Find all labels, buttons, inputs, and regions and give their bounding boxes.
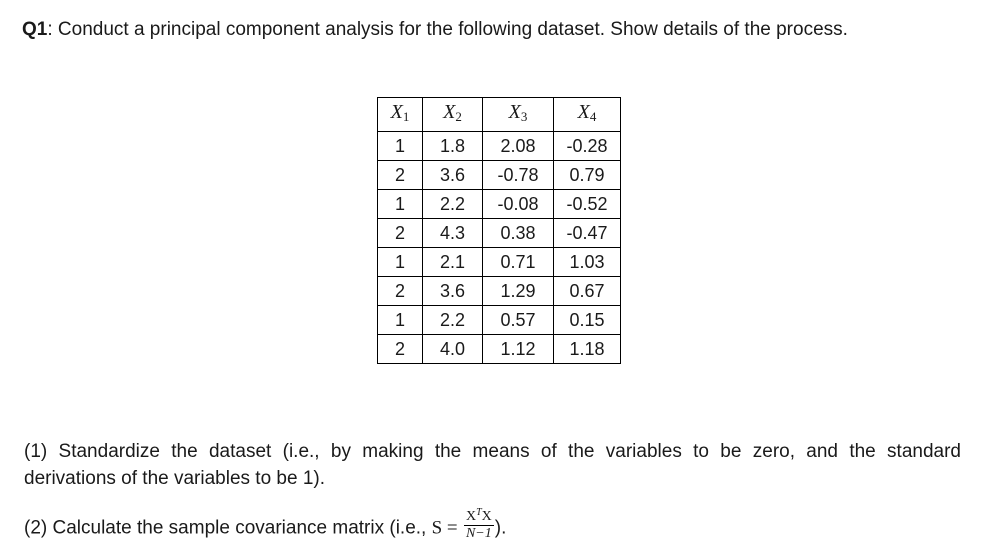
table-cell: 2	[378, 161, 423, 190]
table-cell: 1.18	[554, 335, 621, 364]
fraction-numerator: $X^TX$	[465, 507, 492, 524]
table-cell: 2	[378, 335, 423, 364]
part2-suffix: ).	[494, 517, 507, 539]
table-cell: 0.57	[483, 306, 554, 335]
table-cell: 0.38	[483, 219, 554, 248]
table-cell: 2.1	[423, 248, 483, 277]
part1-line1: (1) Standardize the dataset (i.e., by making the means of the variables to be zero, and the standard	[24, 441, 961, 462]
table-cell: -0.78	[483, 161, 554, 190]
table-cell: 1.12	[483, 335, 554, 364]
table-cell: 1	[378, 132, 423, 161]
table-header-row	[378, 98, 621, 132]
table-cell: -0.47	[554, 219, 621, 248]
table-cell: 1.29	[483, 277, 554, 306]
part2-prefix: (2) Calculate the sample covariance matrix (i.e.,	[24, 517, 432, 539]
table-cell: 4.0	[423, 335, 483, 364]
table-cell: 2.2	[423, 190, 483, 219]
table-cell: 0.79	[554, 161, 621, 190]
covariance-fraction	[464, 508, 494, 541]
table-cell: -0.52	[554, 190, 621, 219]
part1-line2: derivations of the variables to be 1).	[24, 468, 326, 489]
table-row	[378, 161, 621, 190]
header-x2: $X_2$	[423, 98, 483, 132]
table-cell: 2.08	[483, 132, 554, 161]
table-row	[378, 132, 621, 161]
fraction-denominator: N−1	[465, 526, 492, 541]
question-separator: :	[47, 19, 53, 40]
question-text: Conduct a principal component analysis for the following dataset. Show details of the process.	[52, 19, 848, 40]
table-cell: 1.03	[554, 248, 621, 277]
table-row	[378, 335, 621, 364]
formula-lhs: S =	[431, 517, 458, 539]
table-cell: 3.6	[423, 161, 483, 190]
table-row	[378, 248, 621, 277]
header-x4: $X_4$	[554, 98, 621, 132]
part1-paragraph	[24, 438, 961, 492]
table-cell: 1	[378, 248, 423, 277]
table-cell: 3.6	[423, 277, 483, 306]
table-cell: 2.2	[423, 306, 483, 335]
table-cell: 1.8	[423, 132, 483, 161]
table-cell: -0.28	[554, 132, 621, 161]
question-label: Q1	[22, 19, 48, 40]
question-title	[22, 19, 848, 41]
table-row	[378, 277, 621, 306]
table-cell: -0.08	[483, 190, 554, 219]
table-cell: 1	[378, 190, 423, 219]
dataset-table	[377, 97, 621, 364]
table-cell: 2	[378, 277, 423, 306]
table-cell: 0.15	[554, 306, 621, 335]
part2-paragraph	[24, 507, 507, 545]
header-x3: $X_3$	[483, 98, 554, 132]
table-cell: 2	[378, 219, 423, 248]
header-x1: $X_1$	[378, 98, 423, 132]
table-row	[378, 306, 621, 335]
table-row	[378, 190, 621, 219]
table-cell: 4.3	[423, 219, 483, 248]
table-row	[378, 219, 621, 248]
table-cell: 1	[378, 306, 423, 335]
table-cell: 0.67	[554, 277, 621, 306]
table-cell: 0.71	[483, 248, 554, 277]
